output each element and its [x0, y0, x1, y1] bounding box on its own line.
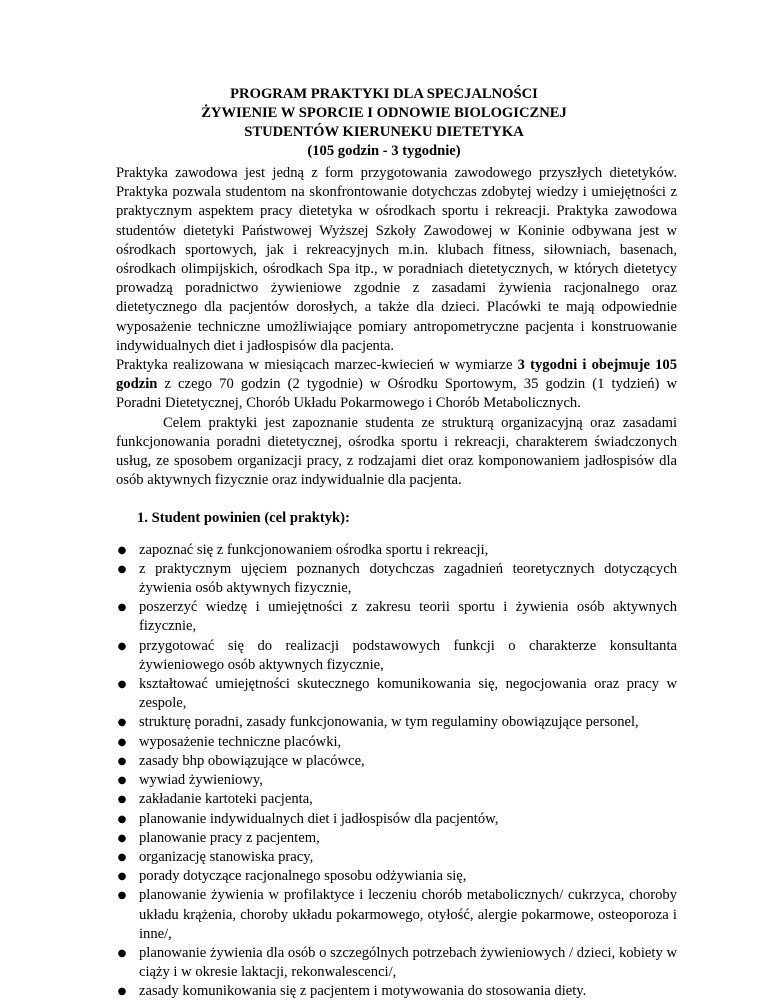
list-item — [116, 810, 677, 829]
bullet-icon: ● — [117, 563, 127, 575]
list-item — [116, 829, 677, 848]
list-item — [116, 713, 677, 732]
list-item — [116, 790, 677, 809]
bullet-icon: ● — [117, 602, 127, 614]
bullet-icon: ● — [117, 640, 127, 652]
list-item-text: zasady bhp obowiązujące w placówce, — [139, 752, 365, 769]
intro-paragraph-2 — [116, 356, 677, 414]
list-item-text: zapoznać się z funkcjonowaniem ośrodka sportu i rekreacji, — [139, 541, 489, 558]
section-1-heading: 1. Student powinien (cel praktyk): — [137, 510, 350, 527]
list-item-text: kształtować umiejętności skutecznego komunikowania się, negocjowania oraz pracy w zespole, — [139, 676, 677, 712]
bullet-icon: ● — [117, 755, 127, 767]
list-item — [116, 886, 677, 944]
bullet-icon: ● — [117, 986, 127, 998]
bullet-icon: ● — [117, 813, 127, 825]
title-line-2: ŻYWIENIE W SPORCIE I ODNOWIE BIOLOGICZNEJ — [201, 105, 567, 121]
list-item — [116, 771, 677, 790]
intro-paragraph-1: Praktyka zawodowa jest jedną z form przygotowania zawodowego przyszłych dietetyków. Praktyka pozwala studentom na skonfrontowanie dotychczas zdobytej wiedzy i umiejętności z praktycznym aspektem pracy dietetyka w ośrodkach sportu i rekreacji. Praktyka zawodowa studentów dietetyki Państwowej Wyższej Szkoły Zawodowej w Koninie odbywana jest w ośrodkach sportowych, jak i rekreacyjnych m.in. klubach fitness, siłowniach, basenach, ośrodkach olimpijskich, ośrodkach Spa itp., w poradniach dietetycznych, w których dietetycy prowadzą poradnictwo żywieniowe zgodnie z zasadami żywienia racjonalnego oraz dietetycznego dla pacjentów dorosłych, a także dla dzieci. Placówki te mają odpowiednie wyposażenie techniczne umożliwiające pomiary antropometryczne pacjenta i konstruowanie indywidualnych diet i jadłospisów dla pacjenta. — [116, 165, 677, 354]
list-item — [116, 848, 677, 867]
bullet-icon: ● — [117, 544, 127, 556]
list-item — [116, 598, 677, 636]
list-item — [116, 733, 677, 752]
document-body — [116, 164, 677, 1002]
bullet-icon: ● — [117, 717, 127, 729]
bullet-icon: ● — [117, 679, 127, 691]
list-item-text: planowanie indywidualnych diet i jadłospisów dla pacjentów, — [139, 810, 499, 827]
list-item — [116, 675, 677, 713]
list-item-text: zakładanie kartoteki pacjenta, — [139, 791, 313, 808]
list-item — [116, 982, 677, 1001]
bullet-icon: ● — [117, 775, 127, 787]
list-item-text: wywiad żywieniowy, — [139, 772, 263, 789]
bullet-icon: ● — [117, 736, 127, 748]
list-item — [116, 944, 677, 982]
bullet-icon: ● — [117, 794, 127, 806]
list-item-text: poszerzyć wiedzę i umiejętności z zakresu teorii sportu i żywienia osób aktywnych fizycznie, — [139, 599, 677, 635]
list-item-text: planowanie żywienia w profilaktyce i leczeniu chorób metabolicznych/ cukrzyca, choroby układu krążenia, choroby układu pokarmowego, otyłość, alergie pokarmowe, osteoporoza i inne/, — [139, 887, 677, 942]
list-item — [116, 560, 677, 598]
list-item-text: planowanie żywienia dla osób o szczególnych potrzebach żywieniowych / dzieci, kobiety w ciąży i w okresie laktacji, rekonwalescenci/, — [139, 944, 677, 981]
intro-paragraph-3: Celem praktyki jest zapoznanie studenta ze strukturą organizacyjną oraz zasadami funkcjonowania poradni dietetycznej, ośrodka sportu i rekreacji, charakterem świadczonych usług, ze sposobem organizacji pracy, z rodzajami diet oraz komponowaniem jadłospisów dla osób aktywnych fizycznie oraz indywidualnie dla pacjenta. — [116, 414, 677, 489]
list-item-text: strukturę poradni, zasady funkcjonowania, w tym regulaminy obowiązujące personel, — [139, 714, 639, 731]
bullet-icon: ● — [117, 832, 127, 844]
list-item-text: zasady komunikowania się z pacjentem i motywowania do stosowania diety. — [139, 983, 587, 1000]
intro-p2-bold: 3 tygodni i obejmuje 105 godzin — [116, 357, 678, 393]
list-item-text: przygotować się do realizacji podstawowych funkcji o charakterze konsultanta żywieniowego osób aktywnych fizycznie, — [139, 637, 677, 673]
list-item-text: planowanie pracy z pacjentem, — [139, 829, 320, 846]
bullet-icon: ● — [117, 851, 127, 863]
list-item — [116, 867, 677, 886]
list-item-text: organizację stanowiska pracy, — [139, 848, 314, 865]
intro-p2-text-a: Praktyka realizowana w miesiącach marzec-kwiecień w wymiarze — [116, 357, 518, 374]
document-title — [0, 85, 768, 161]
title-line-4: (105 godzin - 3 tygodnie) — [307, 143, 461, 159]
goals-list — [116, 541, 677, 1002]
title-line-1: PROGRAM PRAKTYKI DLA SPECJALNOŚCI — [230, 86, 538, 102]
list-item — [116, 752, 677, 771]
bullet-icon: ● — [117, 947, 127, 959]
bullet-icon: ● — [117, 871, 127, 883]
list-item — [116, 541, 677, 560]
list-item — [116, 637, 677, 675]
list-item-text: z praktycznym ujęciem poznanych dotychczas zagadnień teoretycznych dotyczących żywienia osób aktywnych fizycznie, — [139, 560, 677, 597]
list-item-text: wyposażenie techniczne placówki, — [139, 733, 342, 750]
list-item-text: porady dotyczące racjonalnego sposobu odżywiania się, — [139, 868, 467, 885]
bullet-icon: ● — [117, 890, 127, 902]
intro-p2-text-b: z czego 70 godzin (2 tygodnie) w Ośrodku Sportowym, 35 godzin (1 tydzień) w Poradni Dietetycznej, Chorób Układu Pokarmowego i Chorób Metabolicznych. — [116, 376, 677, 412]
title-line-3: STUDENTÓW KIERUNEKU DIETETYKA — [244, 124, 524, 140]
